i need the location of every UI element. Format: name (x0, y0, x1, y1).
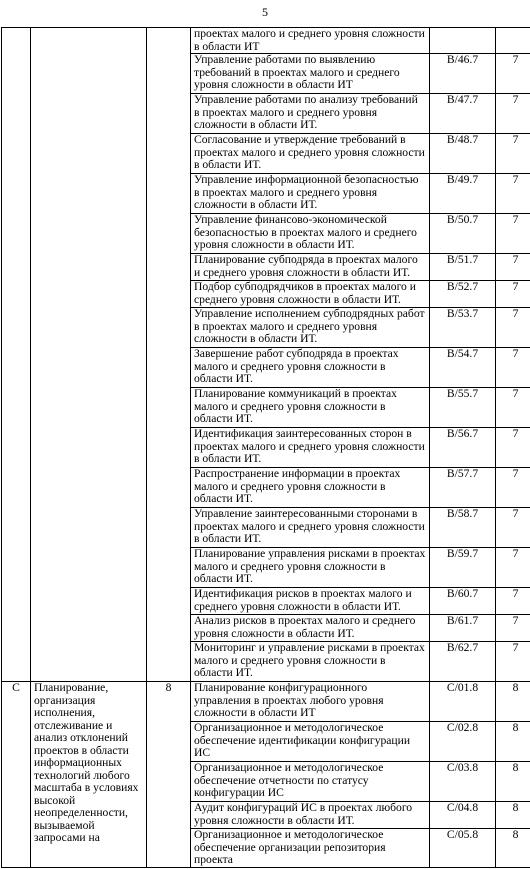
function-level: 7 (496, 588, 530, 615)
function-level: 7 (496, 388, 530, 428)
function-level: 7 (496, 348, 530, 388)
function-code: C/03.8 (430, 762, 496, 802)
function-name: Планирование управления рисками в проектах малого и среднего уровня сложности в области ИТ. (191, 548, 430, 588)
function-level: 7 (496, 254, 530, 281)
function-code: B/60.7 (430, 588, 496, 615)
function-code: C/02.8 (430, 722, 496, 762)
function-code: B/59.7 (430, 548, 496, 588)
function-code: B/47.7 (430, 94, 496, 134)
function-name: Согласование и утверждение требований в проектах малого и среднего уровня сложности в области ИТ. (191, 134, 430, 174)
function-level: 8 (496, 682, 530, 722)
function-name: Идентификация заинтересованных сторон в проектах малого и среднего уровня сложности в области ИТ. (191, 428, 430, 468)
function-name: Завершение работ субподряда в проектах малого и среднего уровня сложности в области ИТ. (191, 348, 430, 388)
function-code: B/51.7 (430, 254, 496, 281)
function-name: Планирование коммуникаций в проектах малого и среднего уровня сложности в области ИТ. (191, 388, 430, 428)
function-name: Распространение информации в проектах малого и среднего уровня сложности в области ИТ. (191, 468, 430, 508)
function-level: 7 (496, 94, 530, 134)
function-name: Подбор субподрядчиков в проектах малого и среднего уровня сложности в области ИТ. (191, 281, 430, 308)
function-name: Организационное и методологическое обеспечение отчетности по статусу конфигурации ИС (191, 762, 430, 802)
function-level: 7 (496, 281, 530, 308)
function-name: Управление финансово-экономической безопасностью в проектах малого и среднего уровня сложности в области ИТ. (191, 214, 430, 254)
function-level: 7 (496, 214, 530, 254)
function-code: B/48.7 (430, 134, 496, 174)
function-code: C/04.8 (430, 802, 496, 829)
function-code: C/05.8 (430, 829, 496, 868)
function-code (430, 28, 496, 54)
function-code: C/01.8 (430, 682, 496, 722)
function-name: проектах малого и среднего уровня сложности в области ИТ (191, 28, 430, 54)
function-name: Управление работами по анализу требований в проектах малого и среднего уровня сложности в области ИТ. (191, 94, 430, 134)
function-name: Аудит конфигураций ИС в проектах любого уровня сложности в области ИТ. (191, 802, 430, 829)
function-code: B/54.7 (430, 348, 496, 388)
function-code: B/52.7 (430, 281, 496, 308)
function-code: B/46.7 (430, 54, 496, 94)
function-code: B/58.7 (430, 508, 496, 548)
function-code: B/56.7 (430, 428, 496, 468)
page-number: 5 (262, 5, 268, 19)
function-level: 7 (496, 174, 530, 214)
function-code: B/57.7 (430, 468, 496, 508)
function-level: 7 (496, 508, 530, 548)
function-level: 7 (496, 468, 530, 508)
function-name: Управление исполнением субподрядных работ в проектах малого и среднего уровня сложности в области ИТ. (191, 308, 430, 348)
group-c-level: 8 (147, 682, 191, 868)
group-c-name: Планирование, организация исполнения, отслеживание и анализ отклонений проектов в области информационных технологий любого масштаба в условиях высокой неопределенности, вызываемой запросами на (31, 682, 147, 868)
group-name-cell (31, 28, 147, 682)
table-row (2, 28, 530, 54)
table-row (2, 682, 530, 722)
function-level (496, 28, 530, 54)
function-level: 8 (496, 762, 530, 802)
function-level: 7 (496, 54, 530, 94)
function-level: 7 (496, 642, 530, 682)
function-code: B/50.7 (430, 214, 496, 254)
group-c-code: C (2, 682, 31, 868)
function-code: B/61.7 (430, 615, 496, 642)
function-code: B/53.7 (430, 308, 496, 348)
function-level: 7 (496, 134, 530, 174)
function-code: B/62.7 (430, 642, 496, 682)
function-level: 8 (496, 829, 530, 868)
function-name: Идентификация рисков в проектах малого и среднего уровня сложности в области ИТ. (191, 588, 430, 615)
function-level: 7 (496, 615, 530, 642)
function-name: Управление работами по выявлению требований в проектах малого и среднего уровня сложности в области ИТ (191, 54, 430, 94)
function-name: Планирование субподряда в проектах малого и среднего уровня сложности в области ИТ. (191, 254, 430, 281)
function-name: Анализ рисков в проектах малого и среднего уровня сложности в области ИТ. (191, 615, 430, 642)
function-code: B/49.7 (430, 174, 496, 214)
function-level: 7 (496, 548, 530, 588)
group-level-cell (147, 28, 191, 682)
functions-table (1, 27, 530, 868)
function-name: Организационное и методологическое обеспечение идентификации конфигурации ИС (191, 722, 430, 762)
group-code-cell (2, 28, 31, 682)
function-name: Организационное и методологическое обеспечение организации репозитория проекта (191, 829, 430, 868)
function-name: Мониторинг и управление рисками в проектах малого и среднего уровня сложности в области ИТ. (191, 642, 430, 682)
function-level: 8 (496, 802, 530, 829)
function-level: 7 (496, 308, 530, 348)
function-level: 8 (496, 722, 530, 762)
function-code: B/55.7 (430, 388, 496, 428)
function-level: 7 (496, 428, 530, 468)
function-name: Управление информационной безопасностью в проектах малого и среднего уровня сложности в области ИТ. (191, 174, 430, 214)
function-name: Управление заинтересованными сторонами в проектах малого и среднего уровня сложности в области ИТ. (191, 508, 430, 548)
function-name: Планирование конфигурационного управления в проектах любого уровня сложности в области ИТ (191, 682, 430, 722)
